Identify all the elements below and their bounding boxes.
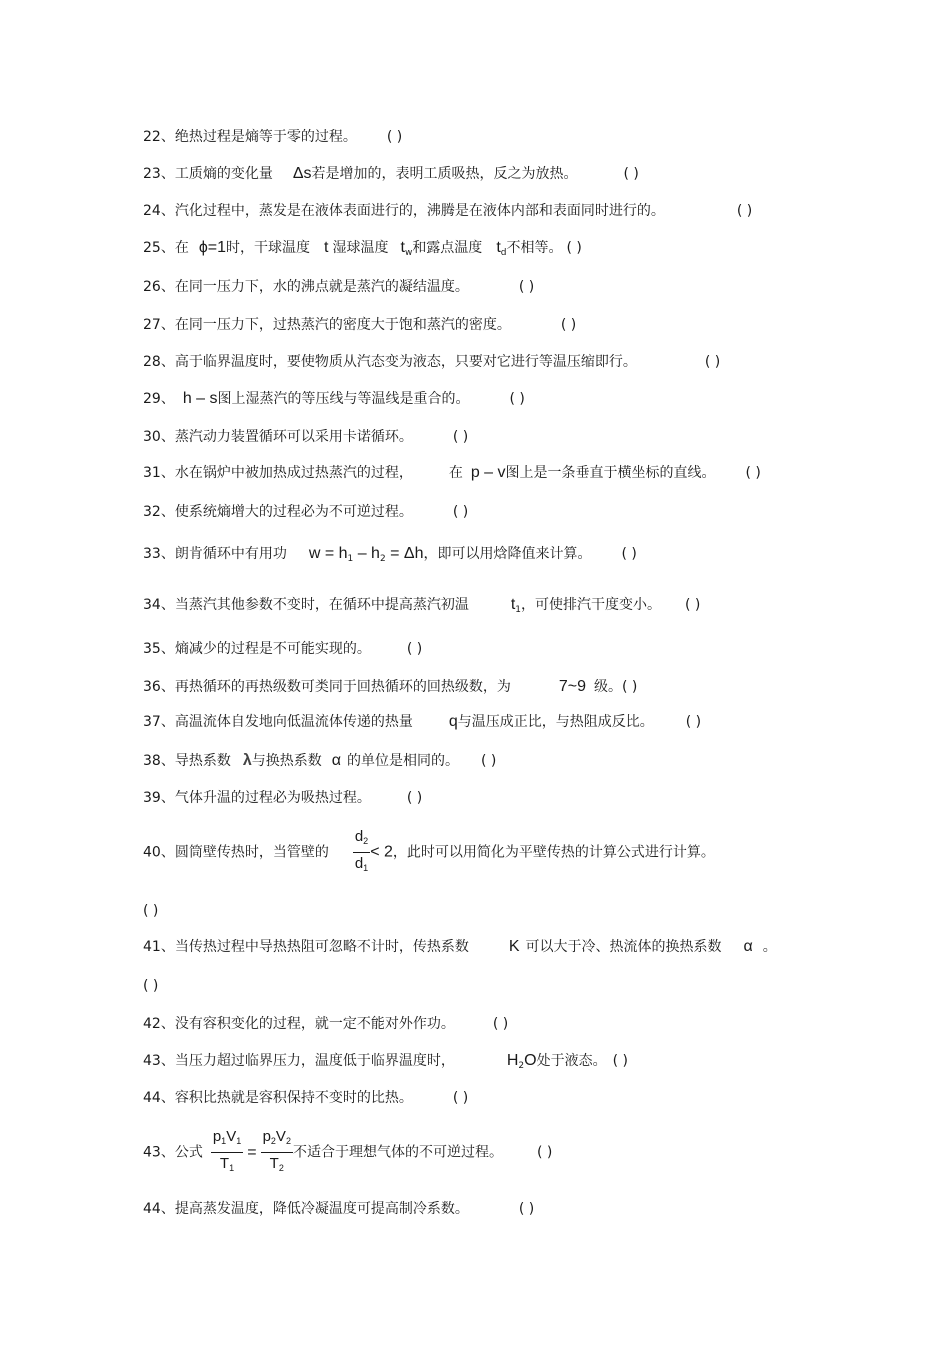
- question-number: 38、: [143, 753, 175, 769]
- question-text: 当压力超过临界压力，温度低于临界温度时，: [174, 1053, 455, 1069]
- question-text: 湿球温度: [332, 240, 389, 256]
- question-number: 31、: [143, 465, 175, 481]
- alpha-symbol: α: [743, 938, 753, 955]
- math-symbol: 7~9: [558, 678, 586, 695]
- question-number: 44、: [143, 1090, 175, 1106]
- question-32: [143, 503, 468, 521]
- question-text: 在同一压力下，水的沸点就是蒸汽的凝结温度。: [174, 279, 469, 295]
- answer-blank[interactable]: ( ): [452, 429, 469, 445]
- question-text: 在同一压力下，过热蒸汽的密度大于饱和蒸汽的密度。: [174, 317, 511, 333]
- answer-blank[interactable]: ( ): [406, 790, 423, 806]
- question-26: [143, 278, 534, 296]
- question-text: 级。: [593, 679, 622, 695]
- lambda-symbol: λ: [242, 752, 252, 769]
- alpha-symbol: α: [331, 752, 341, 769]
- answer-blank[interactable]: ( ): [566, 240, 582, 256]
- equals-sign: =: [247, 1143, 257, 1161]
- question-40-blank-line: [143, 902, 158, 920]
- math-symbol: O: [524, 1052, 537, 1069]
- question-43-formula: [143, 1128, 552, 1177]
- question-42: [143, 1015, 508, 1033]
- math-symbol: ϕ=1: [198, 239, 227, 256]
- question-34: [143, 596, 700, 619]
- math-symbol: < 2: [370, 843, 393, 861]
- math-symbol: q: [448, 713, 458, 730]
- question-text: 当蒸汽其他参数不变时，在循环中提高蒸汽初温: [174, 597, 469, 613]
- question-number: 36、: [143, 679, 175, 695]
- math-symbol: H: [506, 1052, 519, 1069]
- math-symbol: = Δh: [385, 545, 424, 562]
- question-text: 高于临界温度时，要使物质从汽态变为液态，只要对它进行等温压缩即行。: [174, 354, 637, 370]
- answer-blank[interactable]: ( ): [704, 354, 721, 370]
- question-text: 的单位是相同的。: [346, 753, 459, 769]
- answer-blank[interactable]: ( ): [536, 1144, 553, 1161]
- question-number: 23、: [143, 166, 175, 182]
- question-text: ，可使排汽干度变小。: [521, 597, 662, 613]
- math-symbol: – h: [353, 545, 380, 562]
- question-40: [143, 828, 715, 877]
- answer-blank[interactable]: ( ): [143, 903, 159, 919]
- numerator: d: [354, 828, 364, 845]
- answer-blank[interactable]: ( ): [480, 753, 497, 769]
- question-text: 使系统熵增大的过程必为不可逆过程。: [174, 504, 413, 520]
- math-subscript: 1: [515, 605, 522, 615]
- question-number: 39、: [143, 790, 175, 806]
- math-subscript: 1: [347, 554, 354, 564]
- question-text: 当传热过程中导热热阻可忽略不计时，传热系数: [174, 939, 469, 955]
- question-text: 不相等。: [506, 240, 563, 256]
- question-text: 水在锅炉中被加热成过热蒸汽的过程，: [174, 465, 413, 481]
- question-text: 朗肯循环中有用功: [174, 546, 287, 562]
- answer-blank[interactable]: ( ): [612, 1053, 628, 1069]
- math-symbol: t: [496, 239, 501, 256]
- question-number: 43、: [143, 1053, 175, 1069]
- question-text: ，此时可以用简化为平壁传热的计算公式进行计算。: [392, 844, 715, 861]
- numerator-p: p: [212, 1128, 222, 1145]
- question-39: [143, 789, 422, 807]
- math-symbol: K: [508, 938, 520, 955]
- answer-blank[interactable]: ( ): [623, 166, 639, 182]
- math-subscript: 2: [518, 1061, 525, 1071]
- question-number: 25、: [143, 240, 175, 256]
- question-41: [143, 938, 777, 956]
- question-text: 圆筒壁传热时，当管壁的: [174, 844, 329, 861]
- question-text: 蒸汽动力装置循环可以采用卡诺循环。: [174, 429, 413, 445]
- math-subscript: w: [404, 248, 413, 258]
- answer-blank[interactable]: ( ): [406, 641, 423, 657]
- question-text: 不适合于理想气体的不可逆过程。: [292, 1144, 503, 1161]
- math-symbol: w = h: [308, 545, 348, 562]
- math-symbol: Δs: [292, 165, 312, 182]
- answer-blank[interactable]: ( ): [745, 465, 761, 481]
- answer-blank[interactable]: ( ): [518, 1201, 535, 1217]
- math-symbol: t: [400, 239, 405, 256]
- math-subscript: 2: [379, 554, 386, 564]
- question-22: [143, 128, 402, 146]
- question-29: [143, 390, 525, 408]
- math-symbol: t: [510, 596, 516, 613]
- answer-blank[interactable]: ( ): [736, 203, 753, 219]
- question-25: [143, 239, 582, 262]
- question-38: [143, 752, 496, 770]
- question-44: [143, 1089, 468, 1107]
- math-subscript: 1: [363, 863, 369, 873]
- question-text: 图上湿蒸汽的等压线与等温线是重合的。: [217, 391, 470, 407]
- question-number: 27、: [143, 317, 175, 333]
- answer-blank[interactable]: ( ): [518, 279, 535, 295]
- answer-blank[interactable]: ( ): [621, 546, 637, 562]
- question-41-blank-line: [143, 977, 158, 995]
- question-text: 再热循环的再热级数可类同于回热循环的回热级数，为: [174, 679, 511, 695]
- question-43: [143, 1052, 628, 1075]
- question-text: 处于液态。: [536, 1053, 607, 1069]
- question-44-refrigeration: [143, 1200, 534, 1218]
- question-number: 40、: [143, 844, 175, 861]
- question-text: 公式: [174, 1144, 203, 1161]
- question-text: 提高蒸发温度，降低冷凝温度可提高制冷系数。: [174, 1201, 469, 1217]
- answer-blank[interactable]: ( ): [386, 129, 403, 145]
- question-number: 26、: [143, 279, 175, 295]
- math-subscript: 2: [285, 1136, 291, 1146]
- question-text: 汽化过程中，蒸发是在液体表面进行的，沸腾是在液体内部和表面同时进行的。: [174, 203, 665, 219]
- answer-blank[interactable]: ( ): [492, 1016, 509, 1032]
- math-subscript: d: [500, 248, 507, 258]
- answer-blank[interactable]: ( ): [509, 391, 525, 407]
- math-subscript: 1: [229, 1163, 235, 1173]
- question-text: 和露点温度: [412, 240, 483, 256]
- question-text: 若是增加的，表明工质吸热，反之为放热。: [311, 166, 578, 182]
- question-number: 22、: [143, 129, 175, 145]
- answer-blank[interactable]: ( ): [685, 597, 701, 613]
- question-text: 与温压成正比，与热阻成反比。: [457, 714, 654, 730]
- answer-blank[interactable]: ( ): [452, 504, 469, 520]
- question-text: 高温流体自发地向低温流体传递的热量: [174, 714, 413, 730]
- question-23: [143, 165, 639, 183]
- question-number: 41、: [143, 939, 175, 955]
- fraction-p1v1-over-t1: [211, 1128, 243, 1177]
- fraction-d2-over-d1: [353, 828, 370, 877]
- question-number: 33、: [143, 546, 175, 562]
- denominator-t: T: [219, 1155, 230, 1172]
- question-number: 42、: [143, 1016, 175, 1032]
- question-28: [143, 353, 720, 371]
- question-text: ，即可以用焓降值来计算。: [423, 546, 592, 562]
- question-number: 28、: [143, 354, 175, 370]
- question-number: 29、: [143, 391, 175, 407]
- question-number: 37、: [143, 714, 175, 730]
- answer-blank[interactable]: ( ): [560, 317, 577, 333]
- math-subscript: 2: [270, 1136, 276, 1146]
- math-subscript: 1: [221, 1136, 227, 1146]
- question-text: 可以大于冷、热流体的换热系数: [525, 939, 722, 955]
- math-symbol: t: [324, 239, 329, 256]
- answer-blank[interactable]: ( ): [452, 1090, 469, 1106]
- question-text: 导热系数: [174, 753, 231, 769]
- question-30: [143, 428, 468, 446]
- numerator-v: V: [226, 1128, 237, 1145]
- question-text: 没有容积变化的过程，就一定不能对外作功。: [174, 1016, 455, 1032]
- numerator-p: p: [262, 1128, 271, 1145]
- answer-blank[interactable]: ( ): [143, 978, 159, 994]
- question-24: [143, 202, 752, 220]
- question-number: 30、: [143, 429, 175, 445]
- question-number: 35、: [143, 641, 175, 657]
- question-number: 34、: [143, 597, 175, 613]
- question-text: 在: [174, 240, 189, 256]
- math-subscript: 2: [363, 836, 369, 846]
- question-number: 43、: [143, 1144, 175, 1161]
- question-37: [143, 713, 701, 731]
- math-subscript: 2: [278, 1163, 284, 1173]
- question-36: [143, 678, 637, 696]
- question-text: 工质熵的变化量: [174, 166, 273, 182]
- question-text: 与换热系数: [251, 753, 322, 769]
- question-text: 图上是一条垂直于横坐标的直线。: [505, 465, 716, 481]
- question-number: 24、: [143, 203, 175, 219]
- math-subscript: 1: [236, 1136, 242, 1146]
- question-text: 在: [448, 465, 463, 481]
- denominator-t: T: [269, 1155, 279, 1172]
- denominator: d: [354, 855, 364, 872]
- question-number: 32、: [143, 504, 175, 520]
- answer-blank[interactable]: ( ): [621, 679, 638, 695]
- question-text: 。: [762, 939, 777, 955]
- math-symbol: p – v: [470, 464, 506, 481]
- question-text: 熵减少的过程是不可能实现的。: [174, 641, 371, 657]
- numerator-v: V: [275, 1128, 286, 1145]
- question-text: 容积比热就是容积保持不变时的比热。: [174, 1090, 413, 1106]
- question-33: [143, 545, 637, 568]
- question-31: [143, 464, 761, 482]
- math-symbol: h – s: [182, 390, 218, 407]
- question-35: [143, 640, 422, 658]
- question-27: [143, 316, 576, 334]
- question-text: 时，干球温度: [226, 240, 311, 256]
- fraction-p2v2-over-t2: [261, 1128, 293, 1177]
- question-number: 44、: [143, 1201, 175, 1217]
- question-text: 气体升温的过程必为吸热过程。: [174, 790, 371, 806]
- question-text: 绝热过程是熵等于零的过程。: [174, 129, 357, 145]
- answer-blank[interactable]: ( ): [685, 714, 702, 730]
